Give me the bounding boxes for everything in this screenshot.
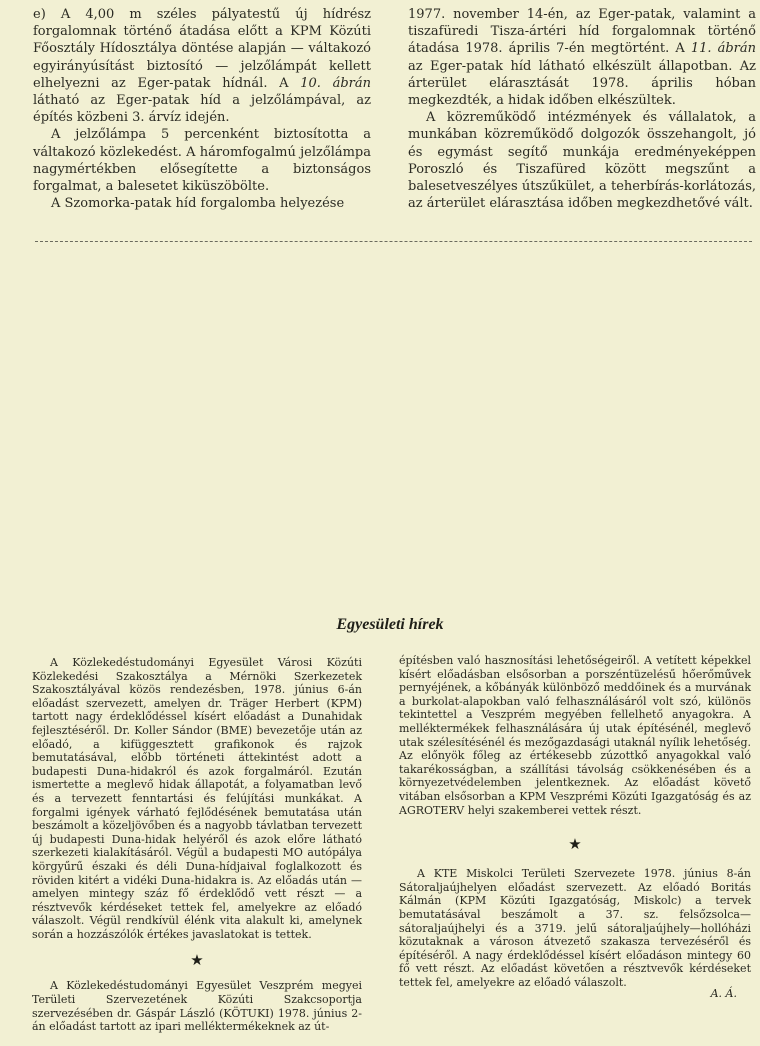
- news-item-veszprem: A Közlekedéstudományi Egyesület Veszprém megyei Területi Szervezetének Közúti Szakcsoportja szervezésében dr. Gáspár László (KÖTUKI) 1978. június 2-án előadást tartott az ipari melléktermékeknek az út-: [32, 979, 362, 1034]
- news-item-miskolc: A KTE Miskolci Területi Szervezete 1978. június 8-án Sátoraljaújhelyen előadást szervezett. Az előadó Boritás Kálmán (KPM Közúti Igazgatóság, Miskolc) a tervek bemutatásával beszámolt a 37. sz. felsőzsolca—sátoraljaújhelyi és a 3719. jelű sátoraljaújhely—hollóházi közutaknak a városon átvezető szakasza tervezéséről és építéséről. A nagy érdeklődéssel kísért előadáson mintegy 60 fő vett részt. Az előadást követően a résztvevők kérdéseket tettek fel, amelyekre az előadó válaszolt.: [399, 867, 751, 989]
- figure-ref-10: 10. ábrán: [300, 75, 371, 91]
- top-right-column: [408, 6, 756, 212]
- paragraph-bridge-handover: 1977. november 14-én, az Eger-patak, valamint a tiszafüredi Tisza-ártéri híd forgalomnak történő átadása 1978. április 7-én megtörtént. A 11. ábrán az Eger-patak híd látható elkészült állapotban. Az árterület elárasztását 1978. április hóban megkezdték, a hidak időben elkészültek.: [408, 7, 756, 109]
- top-left-column: [33, 6, 371, 212]
- news-item-veszprem-continued: építésben való hasznosítási lehetőségeiről. A vetített képekkel kísért előadásban elsősorban a porszéntüzelésű hőerőművek pernyéjének, a kőbányák különböző meddőinek és a murvának a burkolat-alapokban való felhasználásáról volt szó, különös tekintettel a Veszprém megyében fellelhető anyagokra. A melléktermékek felhasználására új utak építésénél, meglevő utak szélesítésénél és mezőgazdasági utaknál nyílik lehetőség. Az előnyök főleg az értékesebb zúzottkő anyagokkal való takarékosságban, a szállítási távolság csökkenésében és a környezetvédelemben jelentkeznek. Az előadást követő vitában elsősorban a KPM Veszprémi Közúti Igazgatóság és az AGROTERV helyi szakemberei vettek részt.: [399, 654, 751, 817]
- section-divider: [35, 241, 752, 242]
- paragraph-szomorka-bridge: A Szomorka-patak híd forgalomba helyezése: [51, 196, 345, 212]
- bottom-left-column: [32, 656, 362, 1034]
- paragraph-signal-lamp-install: e) A 4,00 m széles pályatestű új hídrész forgalomnak történő átadása előtt a KPM Közúti Főosztály Hídosztálya döntése alapján — váltakozó egyirányúsítást biztosító — jelzőlámpát kellett elhelyezni az Eger-patak hídnál. A 10. ábrán látható az Eger-patak híd a jelzőlámpával, az építés közbeni 3. árvíz idején.: [33, 7, 371, 126]
- star-separator-icon: ★: [568, 835, 582, 854]
- news-item-danube-bridges: A Közlekedéstudományi Egyesület Városi Közúti Közlekedési Szakosztálya a Mérnöki Szerkezetek Szakosztályával közös rendezésben, 1978. június 6-án előadást szervezett, amelyen dr. Träger Herbert (KPM) tartott nagy érdeklődéssel kísért előadást a Dunahidak fejlesztéséről. Dr. Koller Sándor (BME) bevezetője után az előadó, a kifüggesztett grafikonok és rajzok bemutatásával, előbb történeti áttekintést adott a budapesti Duna-hidakról és azok forgalmáról. Ezután ismertette a meglevő hidak állapotát, a folyamatban levő és a tervezett fenntartási és felújítási munkákat. A forgalmi igények várható fejlődésének bemutatása után beszámolt a közeljövőben és a nagyobb távlatban tervezett új budapesti Duna-hidak helyéről és azok előre látható szerkezeti kialakításáról. Végül a budapesti MO autópálya körgyűrű északi és déli Duna-hídjaival foglalkozott és röviden kitért a vidéki Duna-hidakra is. Az előadás után — amelyen mintegy száz fő érdeklődő vett részt — a résztvevők kérdéseket tettek fel, amelyekre az előadó válaszolt. Végül rendkívül élénk vita alakult ki, amelynek során a hozzászólók értékes javaslatokat is tettek.: [32, 656, 362, 941]
- paragraph-cooperation: A közreműködő intézmények és vállalatok, a munkában közreműködő dolgozók összehangolt, jó és egymást segítő munkája eredményeképpen Poroszló és Tiszafüred között megszűnt a balesetveszélyes útszűkület, a teherbírás-korlátozás, az árterület elárasztása időben megkezdhetővé vált.: [408, 110, 756, 212]
- author-signature: A. Á.: [710, 987, 737, 1001]
- paragraph-signal-lamp-function: A jelzőlámpa 5 percenként biztosította a váltakozó közlekedést. A háromfogalmú jelzőlámpa nagymértékben elősegítette a biztonságos forgalmat, a balesetet kiküszöbölte.: [33, 127, 371, 195]
- star-separator-icon: ★: [190, 951, 204, 970]
- figure-ref-11: 11. ábrán: [690, 41, 756, 57]
- section-title: Egyesületi hírek: [336, 616, 444, 633]
- bottom-right-column: [399, 654, 751, 1001]
